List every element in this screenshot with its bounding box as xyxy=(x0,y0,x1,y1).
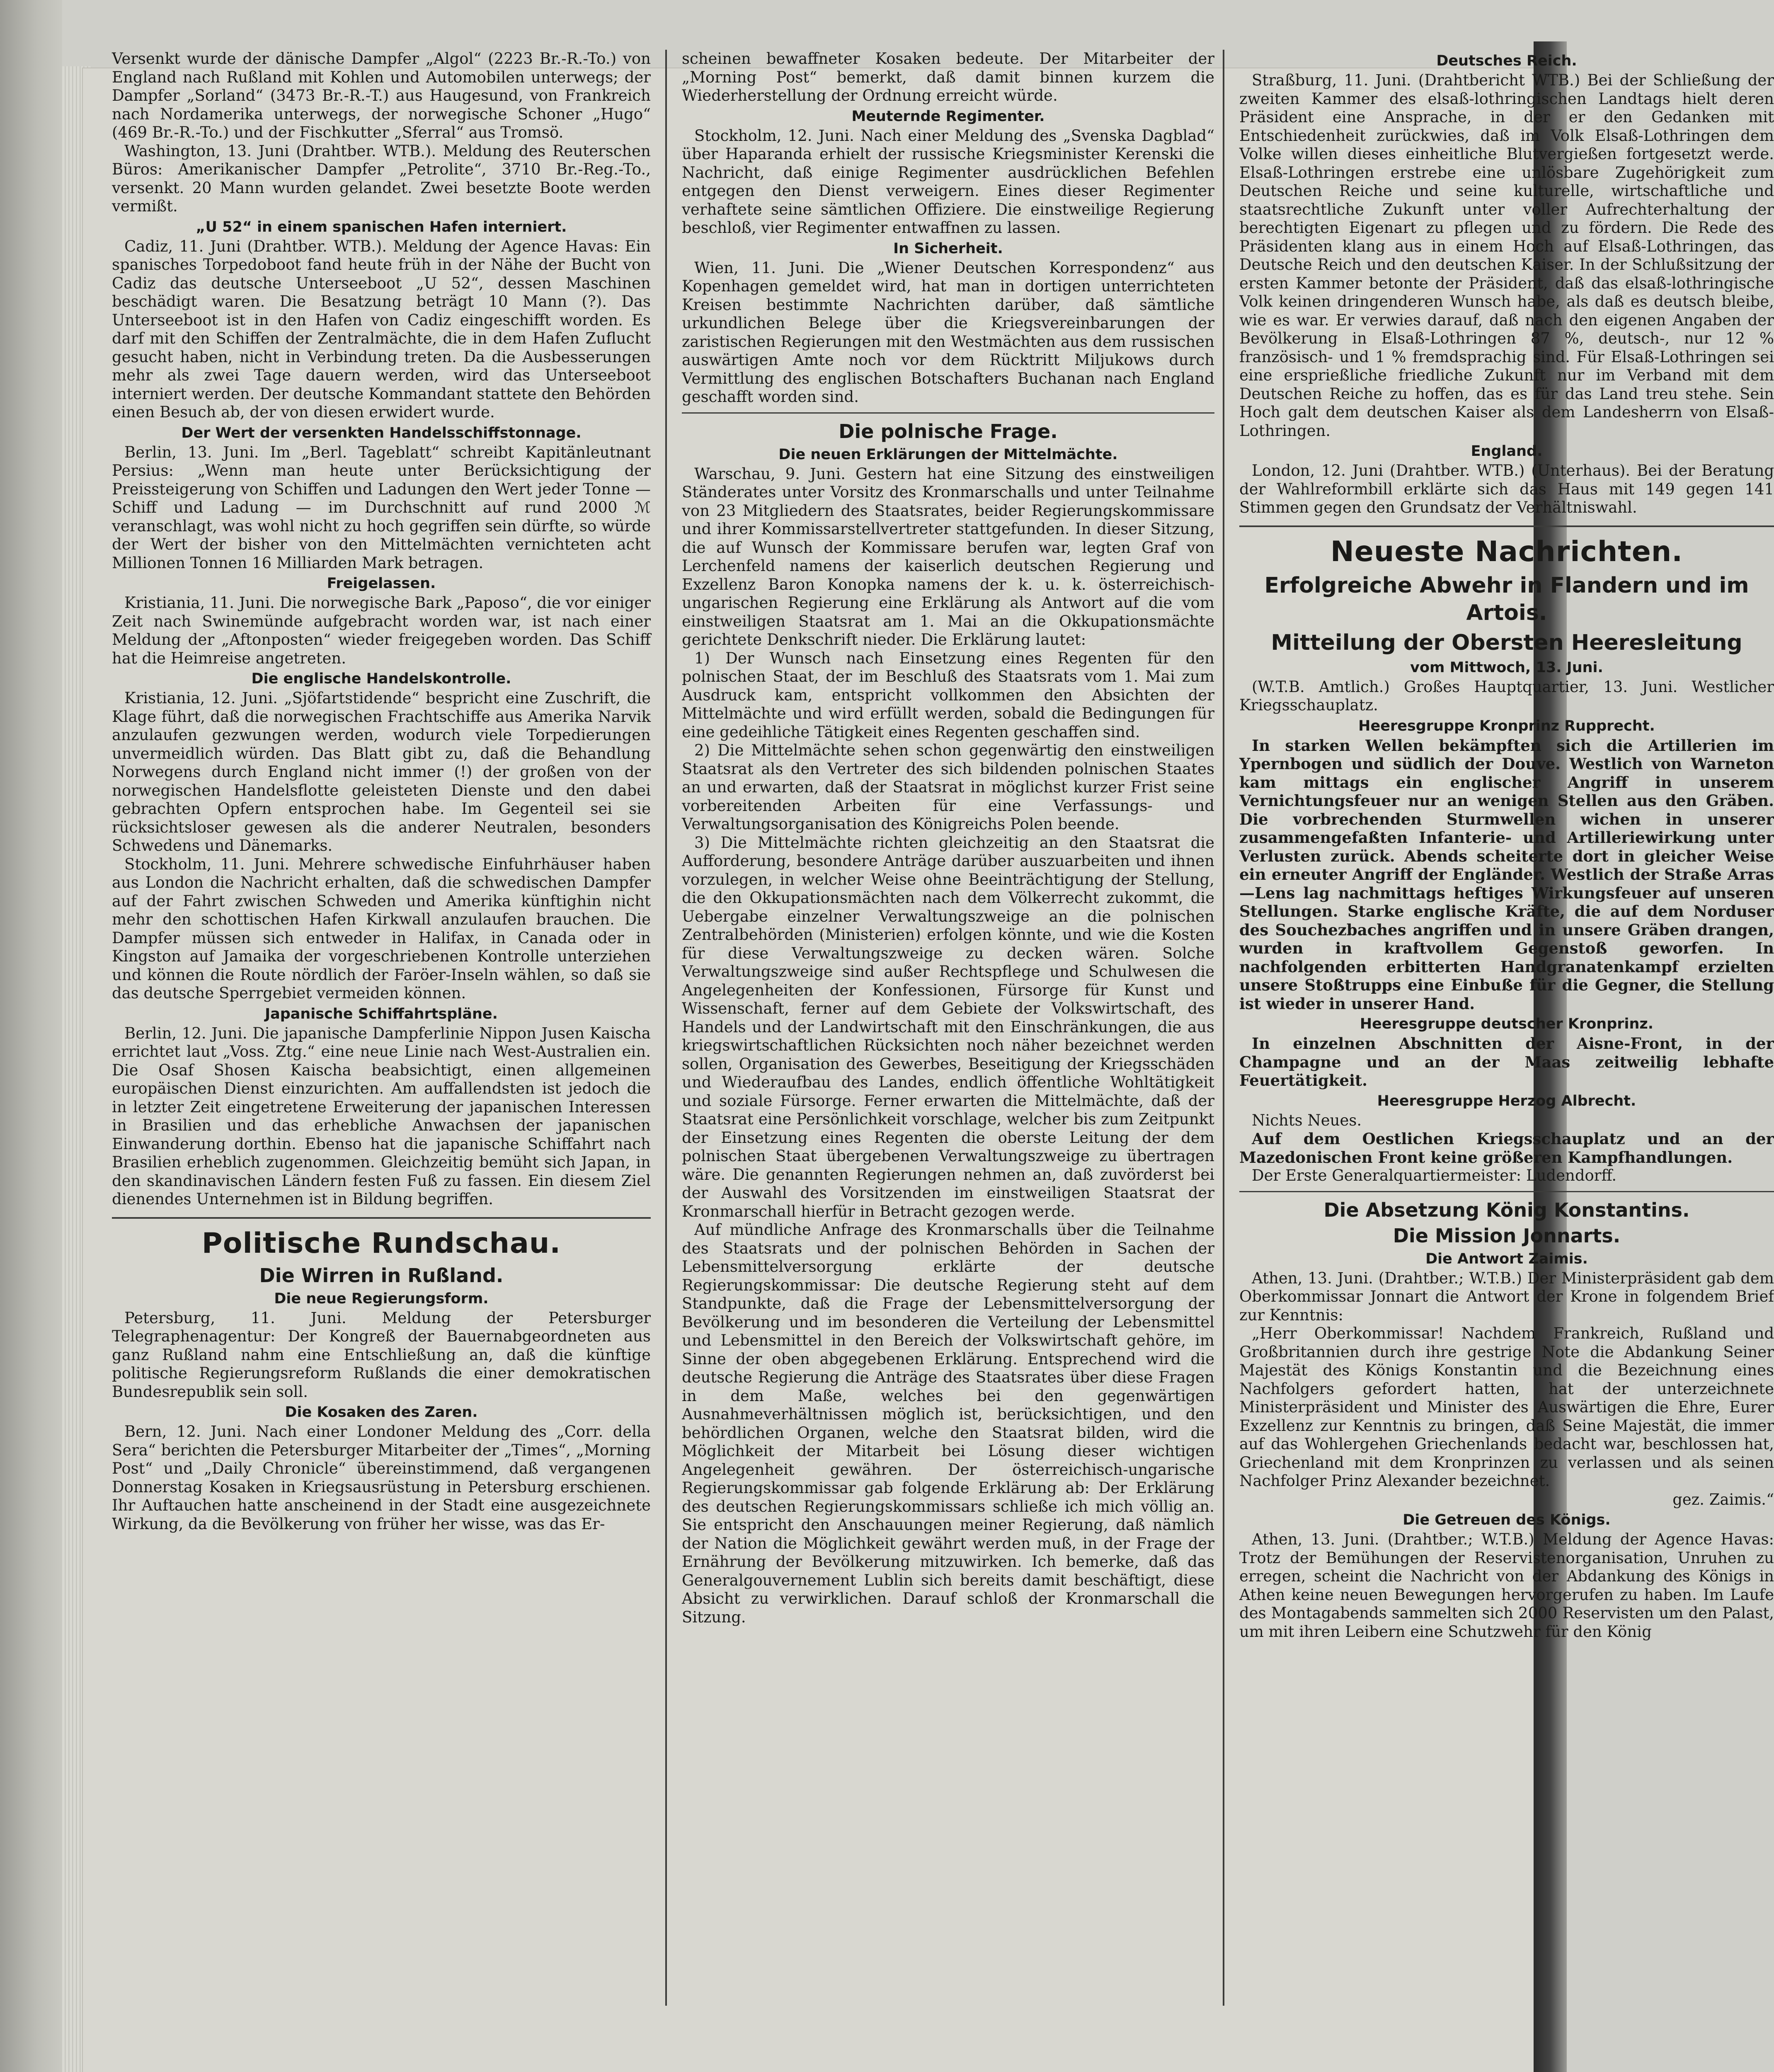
column-1 xyxy=(112,50,651,1997)
signature-line: gez. Zaimis.“ xyxy=(1672,1490,1774,1508)
book-binding xyxy=(0,0,62,2072)
article-text: Stockholm, 11. Juni. Mehrere schwedische Einfuhrhäuser haben aus London die Nachricht erhalten, daß die schwedischen Dampfer auf der Fahrt zwischen Schweden und Amerika künftighin nicht mehr den schottischen Hafen Kirkwall anzulaufen brauchen. Die Dampfer müssen sich entweder in Halifax, in Canada oder in Kingston auf Jamaika der vorgeschriebenen Kontrolle unterziehen und können die Route nördlich der Faröer-Inseln wählen, so daß sie das deutsche Sperrgebiet vermeiden können. xyxy=(112,855,651,1002)
headline: Japanische Schiffahrtspläne. xyxy=(265,1005,498,1022)
article-text: Berlin, 12. Juni. Die japanische Dampferlinie Nippon Jusen Kaischa errichtet laut „Voss. Ztg.“ eine neue Linie nach West-Australien ein. Die Osaf Shosen Kaischa beabsichtigt, einen allgemeinen europäischen Dienst einzurichten. Am auffallendsten ist jedoch die in letzter Zeit eingetretene Erweiterung der japanischen Interessen in Brasilien und das erhebliche Anwachsen der japanischen Einwanderung dorthin. Ebenso hat die japanische Schiffahrt nach Brasilien erheblich zugenommen. Gleichzeitig bemüht sich Japan, in den skandinavischen Ländern festen Fuß zu fassen. Ein diesem Ziel dienendes Unternehmen ist in Bildung begriffen. xyxy=(112,1024,651,1208)
article-text: Auf dem Oestlichen Kriegsschauplatz und an der Mazedonischen Front keine größeren Kampfhandlungen. xyxy=(1239,1130,1774,1167)
article-text: Straßburg, 11. Juni. (Drahtbericht WTB.) Bei der Schließung der zweiten Kammer des elsaß-lothringischen Landtags hielt deren Präsident eine Ansprache, in der er den Gedanken mit Entschiedenheit zurückwies, daß im Volk Elsaß-Lothringen dem Volke willen dieses einheitliche Blutvergießen fortgesetzt werde. Elsaß-Lothringen erstrebe eine unlösbare Zugehörigkeit zum Deutschen Reiche und seine kulturelle, wirtschaftliche und staatsrechtliche Zukunft unter voller Aufrechterhaltung der berechtigten Eigenart zu pflegen und zu fördern. Die Rede des Präsidenten klang aus in einem Hoch auf Elsaß-Lothringen, das Deutsche Reich und den deutschen Kaiser. In der Schlußsitzung der ersten Kammer betonte der Präsident, daß das elsaß-lothringische Volk keinen dringenderen Wunsch habe, als daß es deutsch bleibe, wie es war. Er verwies darauf, daß nach den eigenen Angaben der Bevölkerung in Elsaß-Lothringen 87 %, deutsch-, nur 12 % französisch- und 1 % fremdsprachig sind. Für Elsaß-Lothringen sei eine ersprießliche friedliche Zukunft nur im Verband mit dem Deutschen Reiche zu hoffen, das es für das Land treu stehe. Sein Hoch galt dem deutschen Kaiser als dem Landesherrn von Elsaß-Lothringen. xyxy=(1239,71,1774,440)
headline: Freigelassen. xyxy=(327,575,436,592)
headline: England. xyxy=(1471,443,1543,460)
headline: Heeresgruppe deutscher Kronprinz. xyxy=(1360,1016,1654,1032)
headline: Die englische Handelskontrolle. xyxy=(251,670,511,687)
column-3 xyxy=(1239,50,1774,1997)
article-text: 1) Der Wunsch nach Einsetzung eines Regenten für den polnischen Staat, der im Beschluß des Staatsrats vom 1. Mai zum Ausdruck kam, entspricht vollkommen den Absichten der Mittelmächte und wird erfüllt werden, sobald die Bedingungen für eine gedeihliche Tätigkeit eines Regenten geschaffen sind. xyxy=(682,649,1214,741)
article-text: Cadiz, 11. Juni (Drahtber. WTB.). Meldung der Agence Havas: Ein spanisches Torpedoboot fand heute früh in der Nähe der Bucht von Cadiz das deutsche Unterseeboot „U 52“, dessen Maschinen beschädigt waren. Die Besatzung beträgt 10 Mann (?). Das Unterseeboot ist in den Hafen von Cadiz eingeschifft worden. Es darf mit den Schiffen der Zentralmächte, die in dem Hafen Zuflucht gesucht haben, nicht in Verbindung treten. Da die Ausbesserungen mehr als zwei Tage dauern werden, wird das Unterseeboot interniert werden. Der deutsche Kommandant stattete den Behörden einen Besuch ab, der von diesen erwidert wurde. xyxy=(112,237,651,421)
section-divider xyxy=(1239,525,1774,527)
article-text: Kristiania, 11. Juni. Die norwegische Bark „Paposo“, die vor einiger Zeit nach Swinemünde aufgebracht worden war, ist nach einer Meldung der „Aftonposten“ wieder freigegeben worden. Das Schiff hat die Heimreise angetreten. xyxy=(112,594,651,667)
section-divider xyxy=(1239,1191,1774,1192)
article-text: 2) Die Mittelmächte sehen schon gegenwärtig den einstweiligen Staatsrat als den Vertreter des sich bildenden polnischen Staates an und erwarten, daß der Staatsrat in möglichst kurzer Frist seine vorbereitenden Arbeiten für eine Verfassungs- und Verwaltungsorganisation des Königreichs Polen beende. xyxy=(682,741,1214,833)
section-title: Neueste Nachrichten. xyxy=(1330,535,1683,568)
headline: Heeresgruppe Herzog Albrecht. xyxy=(1377,1092,1636,1109)
headline: Erfolgreiche Abwehr in Flandern und im Artois. xyxy=(1264,573,1749,625)
headline: Die neue Regierungsform. xyxy=(274,1290,489,1307)
headline: In Sicherheit. xyxy=(893,240,1003,257)
article-text: 3) Die Mittelmächte richten gleichzeitig an den Staatsrat die Aufforderung, besondere Anträge darüber auszuarbeiten und ihnen vorzulegen, in welcher Weise ohne Beeinträchtigung der Stellung, die den Okkupationsmächten nach dem Völkerrecht zukommt, die Uebergabe einzelner Verwaltungszweige an die polnischen Zentralbehörden (Ministerien) erfolgen könnte, und wie die Kosten für diese Verwaltungszweige zu decken wären. Solche Verwaltungszweige sind außer Rechtspflege und Schulwesen die Angelegenheiten der Konfessionen, Fürsorge für Kunst und Wissenschaft, ferner auf dem Gebiete der Volkswirtschaft, des Handels und der Landwirtschaft mit den Einschränkungen, die aus kriegswirtschaftlichen Rücksichten noch näher bezeichnet werden sollen, Organisation des Gewerbes, Beseitigung der Kriegsschäden und Wiederaufbau des Landes, endlich öffentliche Wohltätigkeit und soziale Fürsorge. Ferner erwarten die Mittelmächte, daß der Staatsrat eine Persönlichkeit vorschlage, welcher bis zum Zeitpunkt der Einsetzung eines Regenten die oberste Leitung der dem polnischen Staat übergebenen Verwaltungszweige zu übertragen wäre. Die genannten Regierungen nehmen an, daß zuvörderst bei der Auswahl des Vorsitzenden im einstweiligen Staatsrat der Kronmarschall hierfür in Betracht gezogen werde. xyxy=(682,833,1214,1220)
article-text: In einzelnen Abschnitten der Aisne-Front, in der Champagne und an der Maas zeitweilig lebhafte Feuertätigkeit. xyxy=(1239,1034,1774,1089)
article-text: Berlin, 13. Juni. Im „Berl. Tageblatt“ schreibt Kapitänleutnant Persius: „Wenn man heute unter Berücksichtigung der Preissteigerung von Schiffen und Ladungen den Wert jeder Tonne — Schiff und Ladung — im Durchschnitt auf rund 2000 ℳ veranschlagt, was wohl nicht zu hoch gegriffen sein dürfte, so würde der Wert der bisher von den Mittelmächten vernichteten acht Millionen Tonnen 16 Milliarden Mark betragen. xyxy=(112,443,651,572)
headline: Die Wirren in Rußland. xyxy=(259,1264,504,1287)
article-text: Warschau, 9. Juni. Gestern hat eine Sitzung des einstweiligen Ständerates unter Vorsitz des Kronmarschalls und unter Teilnahme von 23 Mitgliedern des Staatsrates, beider Regierungskommissare und ihrer Kommissarstellvertreter stattgefunden. In dieser Sitzung, die auf Wunsch der Kommissare berufen war, legten Graf von Lerchenfeld namens der kaiserlich deutschen Regierung und Exzellenz Baron Konopka namens der k. u. k. österreichisch-ungarischen Regierung eine Erklärung als Antwort auf die vom einstweiligen Staatsrat am 1. Mai an die Okkupationsmächte gerichtete Denkschrift nieder. Die Erklärung lautet: xyxy=(682,465,1214,649)
headline: Heeresgruppe Kronprinz Rupprecht. xyxy=(1358,717,1655,734)
article-text: Wien, 11. Juni. Die „Wiener Deutschen Korrespondenz“ aus Kopenhagen gemeldet wird, hat man in dortigen unterrichteten Kreisen bestimmte Nachrichten darüber, daß sämtliche urkundlichen Belege über die Kriegsvereinbarungen der zaristischen Regierungen mit den Westmächten aus dem russischen auswärtigen Amte noch vor dem Rücktritt Miljukows durch Vermittlung des englischen Botschafters Buchanan nach England geschafft worden sind. xyxy=(682,259,1214,406)
headline: Die Absetzung König Konstantins. xyxy=(1323,1198,1690,1221)
headline: Deutsches Reich. xyxy=(1436,53,1577,69)
column-rule-2 xyxy=(1223,50,1224,2006)
article-text: Kristiania, 12. Juni. „Sjöfartstidende“ bespricht eine Zuschrift, die Klage führt, daß die norwegischen Frachtschiffe aus Amerika Narvik anzulaufen gezwungen werden, wodurch viele Torpedierungen unvermeidlich würden. Das Blatt gibt zu, daß die Behandlung Norwegens durch England nicht immer (!) der großen von der norwegischen Handelsflotte geleisteten Dienste und den dabei gebrachten Opfern entsprochen habe. Im Gegenteil sei sie rücksichtsloser gewesen als die anderer Neutralen, besonders Schwedens und Dänemarks. xyxy=(112,689,651,854)
article-text: Der Erste Generalquartiermeister: Ludendorff. xyxy=(1252,1167,1617,1184)
headline: Mitteilung der Obersten Heeresleitung xyxy=(1271,630,1742,655)
headline: „U 52“ in einem spanischen Hafen interniert. xyxy=(196,218,567,235)
article-text: In starken Wellen bekämpften sich die Artillerien im Ypernbogen und südlich der Douve. Westlich von Warneton kam mittags ein englischer Angriff in unserem Vernichtungsfeuer nur an wenigen Stellen aus den Gräben. Die vorbrechenden Sturmwellen wichen in unserer zusammengefaßten Infanterie- und Artilleriewirkung unter Verlusten zurück. Abends scheiterte dort in gleicher Weise ein erneuter Angriff der Engländer. Westlich der Straße Arras—Lens lag nachmittags heftiges Wirkungsfeuer auf unseren Stellungen. Starke englische Kräfte, die auf dem Norduser des Souchezbaches angriffen und in unsere Gräben drangen, wurden in kraftvollem Gegenstoß geworfen. In nachfolgenden erbitterten Handgranatenkampf erzielten unsere Stoßtrupps eine Einbuße für die Gegner, die Stellung ist wieder in unserer Hand. xyxy=(1239,736,1774,1013)
headline: Die Kosaken des Zaren. xyxy=(285,1404,478,1421)
article-text: (W.T.B. Amtlich.) Großes Hauptquartier, 13. Juni. Westlicher Kriegsschauplatz. xyxy=(1239,678,1774,714)
article-text: Bern, 12. Juni. Nach einer Londoner Meldung des „Corr. della Sera“ berichten die Petersburger Mitarbeiter der „Times“, „Morning Post“ und „Daily Chronicle“ übereinstimmend, daß vergangenen Donnerstag Kosaken in Kriegsausrüstung in Petersburg erschienen. Ihr Auftauchen hatte anscheinend in der Stadt eine ausgezeichnete Wirkung, da die Bevölkerung von früher her wisse, was das Er- xyxy=(112,1423,651,1533)
article-text: scheinen bewaffneter Kosaken bedeute. Der Mitarbeiter der „Morning Post“ bemerkt, daß damit binnen kurzem die Wiederherstellung der Ordnung erreicht würde. xyxy=(682,50,1214,104)
headline: Die Mission Jonnarts. xyxy=(1393,1224,1621,1247)
article-text: „Herr Oberkommissar! Nachdem Frankreich, Rußland und Großbritannien durch ihre gestrige Note die Abdankung Seiner Majestät des Königs Konstantin und die Bezeichnung eines Nachfolgers gefordert hatten, hat der unterzeichnete Ministerpräsident und Minister des Auswärtigen die Ehre, Eurer Exzellenz zur Kenntnis zu bringen, daß Seine Majestät, die immer auf das Wohlergehen Griechenlands bedacht war, beschlossen hat, Griechenland mit dem Kronprinzen zu verlassen und als seinen Nachfolger Prinz Alexander bezeichnet. xyxy=(1239,1324,1774,1490)
headline: Die Antwort Zaimis. xyxy=(1425,1250,1588,1267)
article-text: Auf mündliche Anfrage des Kronmarschalls über die Teilnahme des Staatsrats und der polnischen Behörden in Sachen der Lebensmittelversorgung erklärte der deutsche Regierungskommissar: Die deutsche Regierung steht auf dem Standpunkte, daß die Frage der Lebensmittelversorgung der Bevölkerung und im besonderen die Verteilung der Lebensmittel und Lebensmittel in den Bereich der Volkswirtschaft gehöre, im Sinne der oben abgegebenen Erklärung. Entsprechend wird die deutsche Regierung die Anträge des Staatsrates über diese Fragen in dem Maße, welches bei den gegenwärtigen Ausnahmeverhältnissen möglich ist, berücksichtigen, und den behördlichen Organen, welche den Staatsrat bilden, wird die Möglichkeit der Mitarbeit bei Lösung dieser wichtigen Angelegenheit gewähren. Der österreichisch-ungarische Regierungskommissar gab folgende Erklärung ab: Der Erklärung des deutschen Regierungskommissars schließe ich mich völlig an. Sie entspricht den Anschauungen meiner Regierung, daß nämlich der Nation die Möglichkeit gewährt werden muß, in der Frage der Ernährung der Bevölkerung mitzuwirken. Ich bemerke, daß das Generalgouvernement Lublin sich bereits damit beschäftigt, diese Absicht zu verwirklichen. Darauf schloß der Kronmarschall die Sitzung. xyxy=(682,1221,1214,1626)
headline: Die Getreuen des Königs. xyxy=(1403,1512,1611,1528)
column-2 xyxy=(682,50,1214,1997)
headline: Der Wert der versenkten Handelsschiffstonnage. xyxy=(181,424,582,441)
article-text: Nichts Neues. xyxy=(1252,1111,1362,1129)
headline: Meuternde Regimenter. xyxy=(851,108,1045,125)
article-text: Petersburg, 11. Juni. Meldung der Petersburger Telegraphenagentur: Der Kongreß der Bauernabgeordneten aus ganz Rußland nahm eine Entschließung an, daß die künftige politische Regierungsreform Rußlands die einer demokratischen Bundesrepublik sein soll. xyxy=(112,1309,651,1401)
section-divider xyxy=(112,1217,651,1219)
headline: vom Mittwoch, 13. Juni. xyxy=(1410,659,1603,676)
section-divider xyxy=(682,412,1214,414)
section-title: Die polnische Frage. xyxy=(839,420,1058,443)
column-rule-1 xyxy=(665,50,667,2006)
article-text: Athen, 13. Juni. (Drahtber.; W.T.B.) Der Ministerpräsident gab dem Oberkommissar Jonnart die Antwort der Krone in folgendem Brief zur Kenntnis: xyxy=(1239,1269,1774,1324)
article-text: Stockholm, 12. Juni. Nach einer Meldung des „Svenska Dagblad“ über Haparanda erhielt der russische Kriegsminister Kerenski die Nachricht, daß einige Regimenter ausdrücklichen Befehlen entgegen den Dienst verweigern. Eines dieser Regimenter verhaftete seine sämtlichen Offiziere. Die einstweilige Regierung beschloß, vier Regimenter entwaffnen zu lassen. xyxy=(682,126,1214,237)
article-text: Versenkt wurde der dänische Dampfer „Algol“ (2223 Br.-R.-To.) von England nach Rußland mit Kohlen und Automobilen unterwegs; der Dampfer „Sorland“ (3473 Br.-R.-T.) aus Haugesund, von Frankreich nach Nordamerika unterwegs, der norwegische Schoner „Hugo“ (469 Br.-R.-To.) und der Fischkutter „Sferral“ aus Tromsö. xyxy=(112,50,651,141)
section-title: Politische Rundschau. xyxy=(201,1227,561,1260)
article-text: London, 12. Juni (Drahtber. WTB.) (Unterhaus). Bei der Beratung der Wahlreformbill erklärte sich das Haus mit 149 gegen 141 Stimmen gegen den Grundsatz der Verhältniswahl. xyxy=(1239,462,1774,516)
article-text: Athen, 13. Juni. (Drahtber.; W.T.B.) Meldung der Agence Havas: Trotz der Bemühungen der Reservistenorganisation, Unruhen zu erregen, scheint die Nachricht von der Abdankung des Königs in Athen keine neuen Bewegungen hervorgerufen zu haben. Im Laufe des Montagabends sammelten sich 2000 Reservisten um den Palast, um mit ihren Leibern eine Schutzwehr für den König xyxy=(1239,1530,1774,1641)
headline: Die neuen Erklärungen der Mittelmächte. xyxy=(778,446,1118,463)
article-text: Washington, 13. Juni (Drahtber. WTB.). Meldung des Reuterschen Büros: Amerikanischer Dampfer „Petrolite“, 3710 Br.-Reg.-To., versenkt. 20 Mann wurden gelandet. Zwei besetzte Boote werden vermißt. xyxy=(112,142,651,215)
